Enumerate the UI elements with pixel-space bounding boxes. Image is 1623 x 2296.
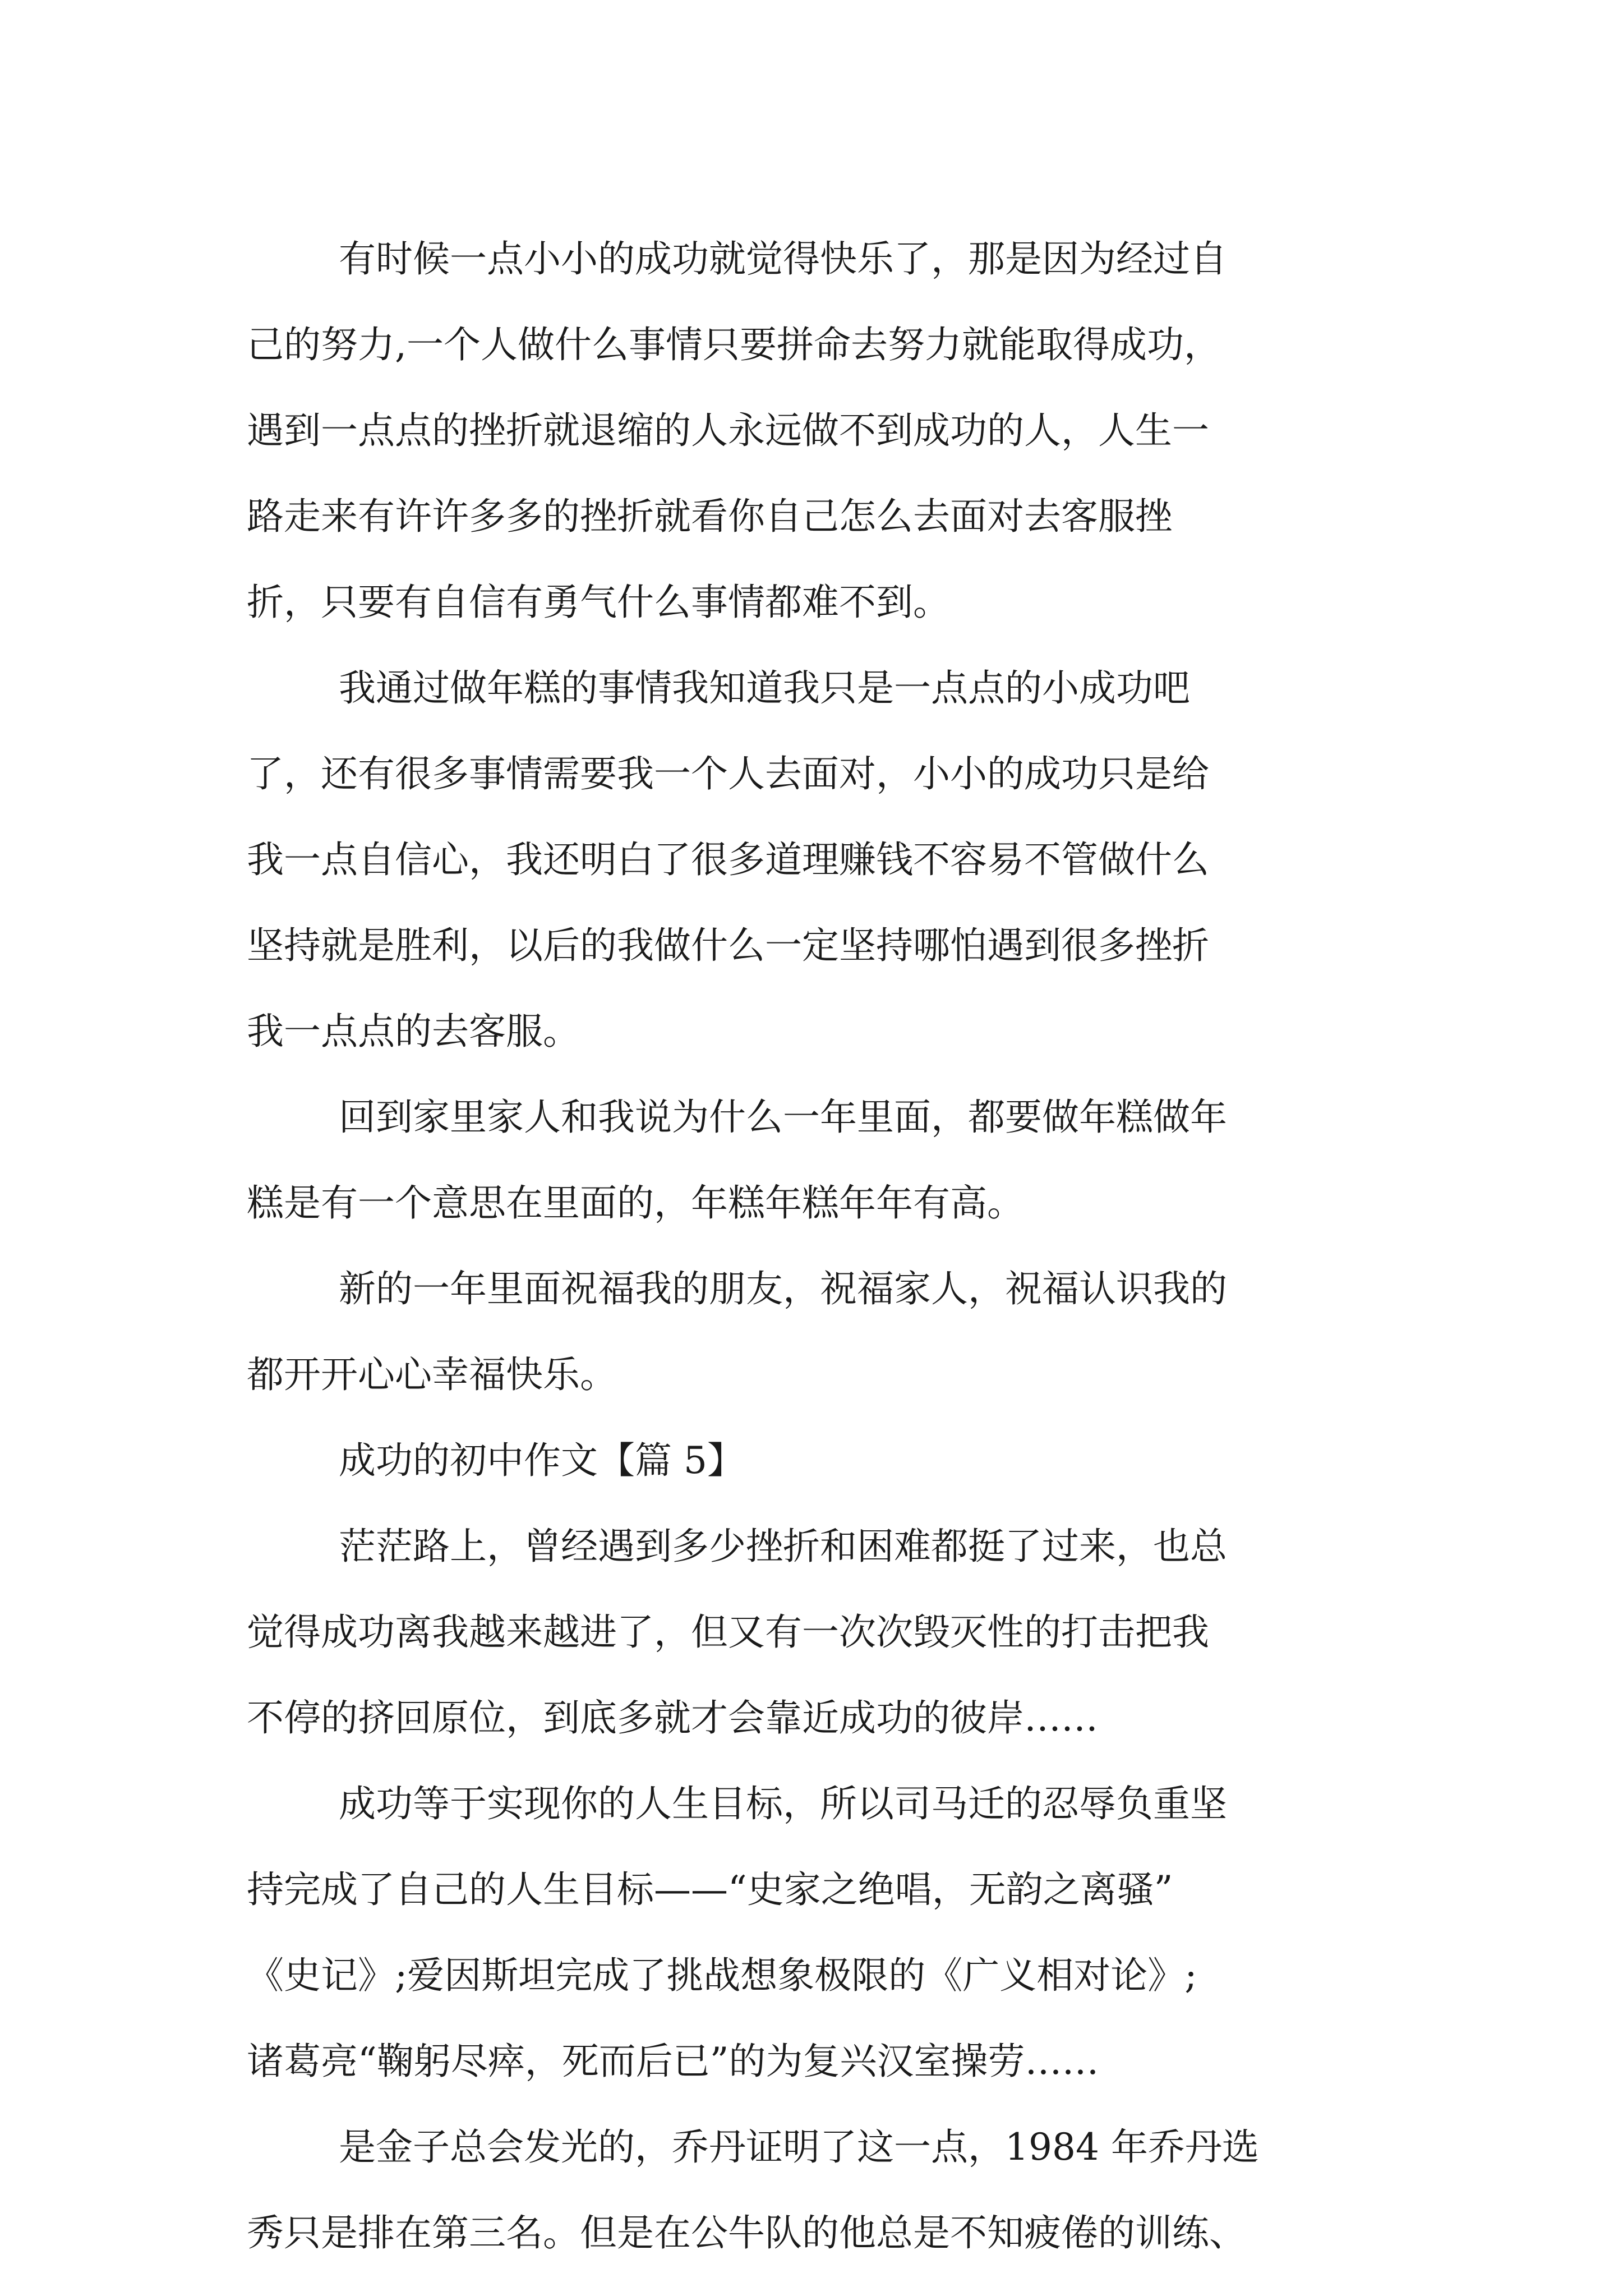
text-line: 折，只要有自信有勇气什么事情都难不到。: [247, 581, 950, 624]
text-line: 我一点点的去客服。: [247, 1010, 580, 1053]
text-line: 回到家里家人和我说为什么一年里面，都要做年糕做年: [339, 1096, 1227, 1139]
text-line: 持完成了自己的人生目标——“史家之绝唱，无韵之离骚”: [247, 1868, 1173, 1911]
text-line: 茫茫路上，曾经遇到多少挫折和困难都挺了过来，也总: [339, 1525, 1227, 1568]
text-line: 都开开心心幸福快乐。: [247, 1353, 617, 1396]
text-line: 成功等于实现你的人生目标，所以司马迁的忍辱负重坚: [339, 1782, 1227, 1825]
text-line: 诸葛亮“鞠躬尽瘁，死而后已”的为复兴汉室操劳……: [247, 2040, 1099, 2083]
text-line: 是金子总会发光的，乔丹证明了这一点，1984 年乔丹选: [339, 2125, 1259, 2169]
section-heading: 成功的初中作文【篇 5】: [339, 1439, 744, 1482]
text-line: 己的努力,一个人做什么事情只要拼命去努力就能取得成功，: [247, 323, 1221, 366]
text-line: 糕是有一个意思在里面的，年糕年糕年年有高。: [247, 1181, 1024, 1225]
text-line: 不停的挤回原位，到底多就才会靠近成功的彼岸……: [247, 1696, 1098, 1740]
text-line: 了，还有很多事情需要我一个人去面对，小小的成功只是给: [247, 752, 1209, 795]
text-line: 路走来有许许多多的挫折就看你自己怎么去面对去客服挫: [247, 495, 1172, 538]
text-line: 觉得成功离我越来越进了，但又有一次次毁灭性的打击把我: [247, 1611, 1209, 1654]
essay-body: [247, 216, 1410, 2276]
text-line: 我通过做年糕的事情我知道我只是一点点的小成功吧: [339, 666, 1190, 710]
text-line: 《史记》;爱因斯坦完成了挑战想象极限的《广义相对论》;: [247, 1954, 1197, 1997]
text-line: 新的一年里面祝福我的朋友，祝福家人，祝福认识我的: [339, 1267, 1227, 1310]
text-line: 我一点自信心，我还明白了很多道理赚钱不容易不管做什么: [247, 838, 1209, 881]
text-line: 有时候一点小小的成功就觉得快乐了，那是因为经过自: [339, 237, 1227, 280]
text-line: 秀只是排在第三名。但是在公牛队的他总是不知疲倦的训练、: [247, 2211, 1246, 2254]
text-line: 遇到一点点的挫折就退缩的人永远做不到成功的人，人生一: [247, 409, 1209, 452]
text-line: 坚持就是胜利，以后的我做什么一定坚持哪怕遇到很多挫折: [247, 924, 1209, 967]
